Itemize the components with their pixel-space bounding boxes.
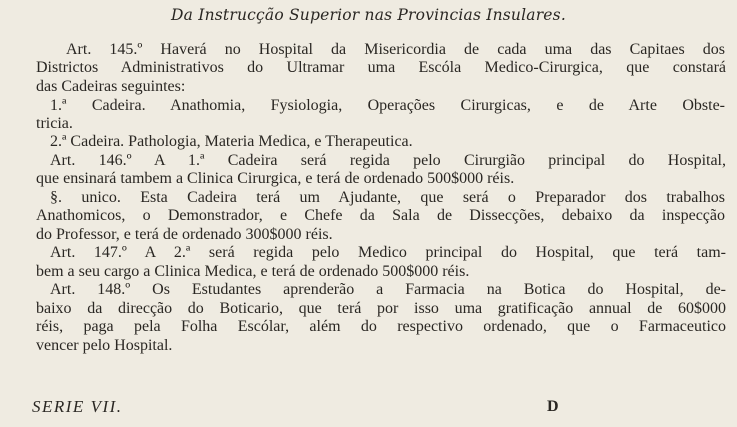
text-line: vencer pelo Hospital. [36, 337, 173, 354]
text-line: 2.ª Cadeira. Pathologia, Materia Medica, e Therapeutica. [50, 133, 413, 150]
text-line: bem a seu cargo a Clinica Medica, e terá de ordenado 500$000 réis. [36, 263, 470, 280]
text-line: Art. 147.º A 2.ª será regida pelo Medico principal do Hospital, que terá tam- [50, 244, 726, 261]
signature-mark: D [547, 398, 559, 415]
text-line: Art. 148.º Os Estudantes aprenderão a Farmacia na Botica do Hospital, de- [50, 281, 726, 298]
series-label: SERIE VII. [32, 397, 123, 416]
text-line: réis, paga pela Folha Escólar, além do respectivo ordenado, que o Farmaceutico [36, 318, 726, 335]
text-line: Districtos Administrativos do Ultramar uma Escóla Medico-Cirurgica, que constará [36, 59, 726, 76]
text-line: baixo da direcção do Boticario, que terá por isso uma gratificação annual de 60$000 [36, 300, 726, 317]
text-line: do Professor, e terá de ordenado 300$000 réis. [36, 226, 333, 243]
text-line: Anathomicos, o Demonstrador, e Chefe da Sala de Dissecções, debaixo da inspecção [36, 207, 725, 224]
text-line: tricia. [36, 115, 73, 132]
text-line: que ensinará tambem a Clinica Cirurgica, e terá de ordenado 500$000 réis. [36, 170, 515, 187]
text-line: Art. 146.º A 1.ª Cadeira será regida pelo Cirurgião principal do Hospital, [50, 152, 726, 169]
section-heading: Da Instrucção Superior nas Provincias Insulares. [171, 6, 566, 24]
text-line: Art. 145.º Haverá no Hospital da Misericordia de cada uma das Capitaes dos [66, 41, 725, 58]
text-line: 1.ª Cadeira. Anathomia, Fysiologia, Operações Cirurgicas, e de Arte Obste- [50, 97, 725, 114]
text-line: §. unico. Esta Cadeira terá um Ajudante, que será o Preparador dos trabalhos [50, 189, 725, 206]
text-line: das Cadeiras seguintes: [36, 78, 186, 95]
